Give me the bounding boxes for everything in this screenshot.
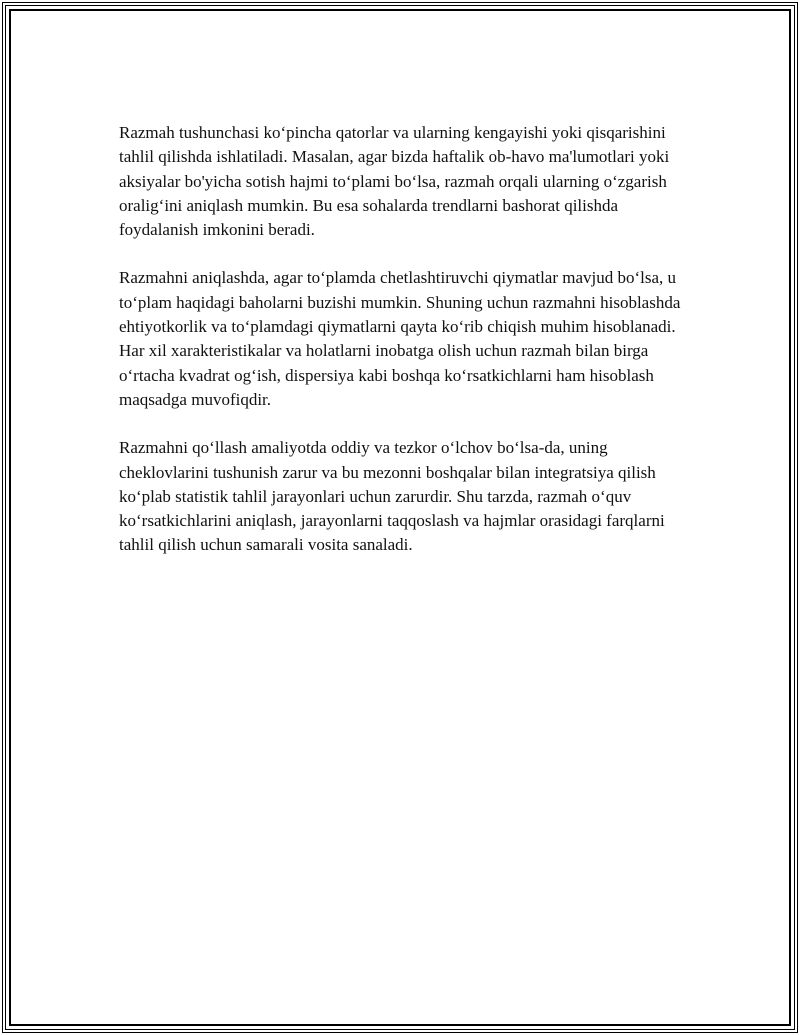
paragraph-2: Razmahni aniqlashda, agar to‘plamda chetlashtiruvchi qiymatlar mavjud bo‘lsa, u to‘plam haqidagi baholarni buzishi mumkin. Shuning uchun razmahni hisoblashda ehtiyotkorlik va to‘plamdagi qiymatlarni qayta ko‘rib chiqish muhim hisoblanadi. Har xil xarakteristikalar va holatlarni inobatga olish uchun razmah bilan birga o‘rtacha kvadrat og‘ish, dispersiya kabi boshqa ko‘rsatkichlarni ham hisoblash maqsadga muvofiqdir. — [119, 268, 681, 409]
paragraph-3: Razmahni qo‘llash amaliyotda oddiy va tezkor o‘lchov bo‘lsa-da, uning cheklovlarini tushunish zarur va bu mezonni boshqalar bilan integratsiya qilish ko‘plab statistik tahlil jarayonlari uchun zarurdir. Shu tarzda, razmah o‘quv ko‘rsatkichlarini aniqlash, jarayonlarni taqqoslash va hajmlar orasidagi farqlarni tahlil qilish uchun samarali vosita sanaladi. — [119, 438, 665, 555]
paragraph-1: Razmah tushunchasi ko‘pincha qatorlar va ularning kengayishi yoki qisqarishini tahlil qilishda ishlatiladi. Masalan, agar bizda haftalik ob-havo ma'lumotlari yoki aksiyalar bo'yicha sotish hajmi to‘plami bo‘lsa, razmah orqali ularning o‘zgarish oralig‘ini aniqlash mumkin. Bu esa sohalarda trendlarni bashorat qilishda foydalanish imkonini beradi. — [119, 123, 670, 240]
document-body — [119, 121, 699, 582]
page-border — [2, 2, 798, 1033]
